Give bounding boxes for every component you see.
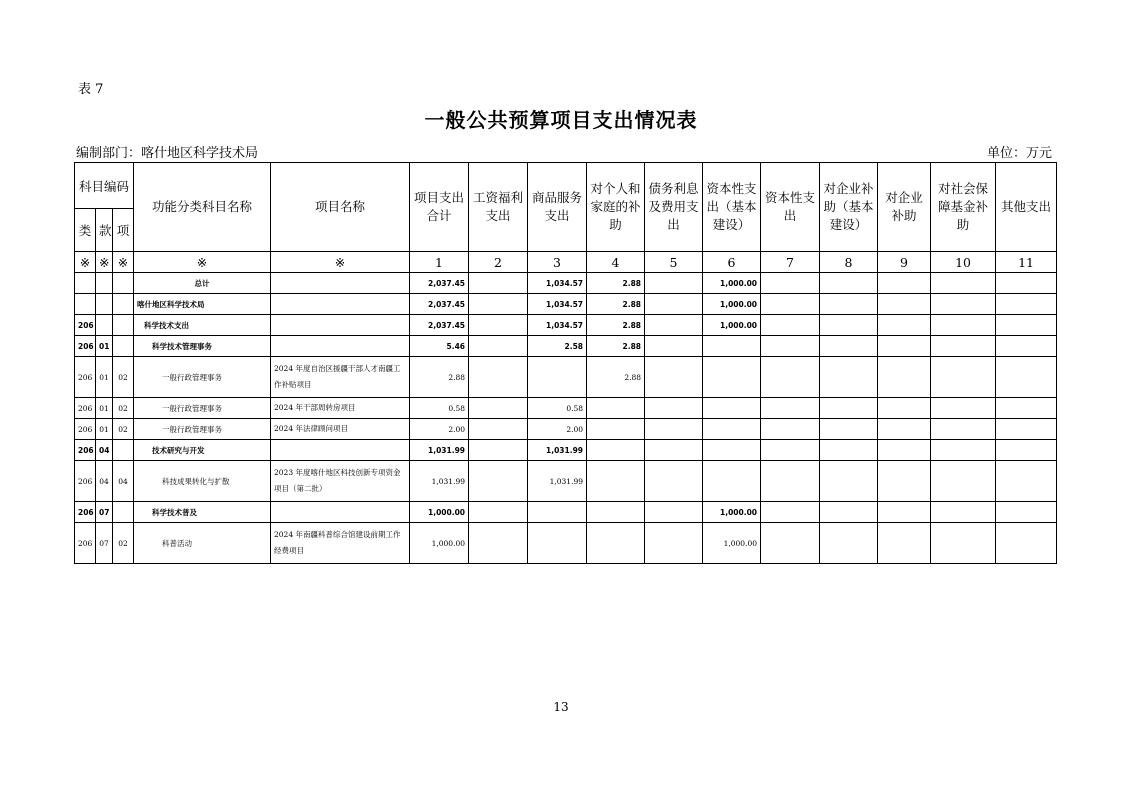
value-cell: 1,034.57 (528, 294, 587, 315)
value-cell (996, 294, 1057, 315)
value-cell (878, 315, 931, 336)
value-cell (931, 419, 996, 440)
code-lei: 206 (75, 357, 96, 398)
value-cell: 1,034.57 (528, 315, 587, 336)
code-xiang: 02 (113, 357, 134, 398)
value-cell (931, 523, 996, 564)
value-cell (931, 398, 996, 419)
project-name-cell (271, 440, 410, 461)
func-name-cell: 一般行政管理事务 (134, 357, 271, 398)
value-cell (931, 273, 996, 294)
code-kuan: 01 (96, 336, 113, 357)
code-cell: ※ (134, 252, 271, 273)
value-cell (878, 523, 931, 564)
header-col-1: 项目支出合计 (410, 163, 469, 252)
func-name-cell: 科学技术支出 (134, 315, 271, 336)
header-col-6: 资本性支出（基本建设） (703, 163, 761, 252)
code-kuan: 04 (96, 440, 113, 461)
code-kuan: 01 (96, 398, 113, 419)
value-cell: 2,037.45 (410, 273, 469, 294)
header-col-11: 其他支出 (996, 163, 1057, 252)
code-cell: 3 (528, 252, 587, 273)
value-cell: 1,031.99 (528, 461, 587, 502)
value-cell: 1,000.00 (703, 523, 761, 564)
table-row (75, 315, 1057, 336)
value-cell: 1,000.00 (703, 273, 761, 294)
project-name-cell: 2024 年南疆科普综合馆建设前期工作经费项目 (271, 523, 410, 564)
value-cell (761, 273, 820, 294)
code-cell: 4 (587, 252, 645, 273)
table-row (75, 419, 1057, 440)
value-cell (645, 336, 703, 357)
project-name-cell: 2023 年度喀什地区科技创新专项资金项目（第二批） (271, 461, 410, 502)
header-lei: 类 (75, 209, 96, 252)
value-cell: 2.88 (587, 357, 645, 398)
table-row (75, 357, 1057, 398)
code-lei: 206 (75, 523, 96, 564)
func-name-cell: 科技成果转化与扩散 (134, 461, 271, 502)
value-cell (996, 315, 1057, 336)
code-xiang: 02 (113, 523, 134, 564)
value-cell (645, 461, 703, 502)
value-cell (645, 523, 703, 564)
value-cell (703, 336, 761, 357)
header-func-name: 功能分类科目名称 (134, 163, 271, 252)
value-cell (469, 294, 528, 315)
value-cell: 1,000.00 (703, 294, 761, 315)
value-cell (469, 502, 528, 523)
value-cell: 0.58 (528, 398, 587, 419)
func-name-cell: 喀什地区科学技术局 (134, 294, 271, 315)
func-name-cell: 总计 (134, 273, 271, 294)
value-cell (761, 294, 820, 315)
value-cell (878, 294, 931, 315)
value-cell (878, 419, 931, 440)
value-cell (996, 523, 1057, 564)
table-row (75, 398, 1057, 419)
value-cell (645, 502, 703, 523)
value-cell (645, 315, 703, 336)
code-cell: ※ (75, 252, 96, 273)
value-cell (820, 419, 878, 440)
value-cell: 2.88 (587, 336, 645, 357)
code-lei: 206 (75, 419, 96, 440)
value-cell (703, 461, 761, 502)
value-cell (587, 440, 645, 461)
value-cell (820, 440, 878, 461)
value-cell (645, 294, 703, 315)
func-name-cell: 技术研究与开发 (134, 440, 271, 461)
value-cell (587, 502, 645, 523)
value-cell (703, 357, 761, 398)
value-cell (645, 440, 703, 461)
value-cell (820, 357, 878, 398)
value-cell: 2.88 (587, 273, 645, 294)
value-cell (761, 357, 820, 398)
value-cell (645, 398, 703, 419)
value-cell (761, 440, 820, 461)
value-cell (878, 357, 931, 398)
table-row (75, 440, 1057, 461)
code-xiang (113, 294, 134, 315)
value-cell (761, 315, 820, 336)
value-cell (761, 419, 820, 440)
budget-table (74, 162, 1057, 564)
code-cell: ※ (96, 252, 113, 273)
value-cell (528, 357, 587, 398)
value-cell: 2,037.45 (410, 315, 469, 336)
value-cell (469, 440, 528, 461)
code-lei: 206 (75, 398, 96, 419)
value-cell (878, 273, 931, 294)
code-lei: 206 (75, 502, 96, 523)
value-cell (931, 357, 996, 398)
value-cell (645, 273, 703, 294)
value-cell: 1,031.99 (410, 440, 469, 461)
code-kuan: 07 (96, 502, 113, 523)
value-cell: 2.88 (587, 315, 645, 336)
value-cell (645, 419, 703, 440)
value-cell (703, 440, 761, 461)
column-code-row (75, 252, 1057, 273)
value-cell (469, 357, 528, 398)
value-cell (469, 398, 528, 419)
value-cell (931, 461, 996, 502)
table-row (75, 336, 1057, 357)
code-kuan: 01 (96, 357, 113, 398)
value-cell (703, 398, 761, 419)
value-cell (878, 440, 931, 461)
value-cell (996, 398, 1057, 419)
value-cell (820, 315, 878, 336)
code-xiang (113, 336, 134, 357)
header-col-8: 对企业补助（基本建设） (820, 163, 878, 252)
value-cell: 1,000.00 (703, 315, 761, 336)
value-cell (820, 336, 878, 357)
value-cell (469, 419, 528, 440)
value-cell (528, 502, 587, 523)
value-cell (996, 440, 1057, 461)
code-cell: 5 (645, 252, 703, 273)
code-cell: 7 (761, 252, 820, 273)
value-cell: 2.58 (528, 336, 587, 357)
func-name-cell: 科学技术普及 (134, 502, 271, 523)
value-cell (587, 419, 645, 440)
func-name-cell: 一般行政管理事务 (134, 419, 271, 440)
page-number: 13 (553, 700, 569, 714)
value-cell (820, 461, 878, 502)
code-xiang (113, 273, 134, 294)
value-cell (820, 502, 878, 523)
value-cell (761, 398, 820, 419)
value-cell (703, 419, 761, 440)
table-body (75, 273, 1057, 564)
value-cell: 2.88 (410, 357, 469, 398)
value-cell (820, 523, 878, 564)
value-cell: 1,000.00 (410, 523, 469, 564)
code-kuan: 04 (96, 461, 113, 502)
code-xiang (113, 502, 134, 523)
value-cell (761, 336, 820, 357)
value-cell (820, 398, 878, 419)
value-cell (469, 315, 528, 336)
value-cell: 0.58 (410, 398, 469, 419)
code-kuan: 01 (96, 419, 113, 440)
value-cell (931, 315, 996, 336)
code-lei: 206 (75, 461, 96, 502)
value-cell (469, 273, 528, 294)
header-col-7: 资本性支出 (761, 163, 820, 252)
header-xiang: 项 (113, 209, 134, 252)
value-cell (469, 523, 528, 564)
value-cell: 1,034.57 (528, 273, 587, 294)
table-row (75, 523, 1057, 564)
header-col-4: 对个人和家庭的补助 (587, 163, 645, 252)
value-cell (587, 461, 645, 502)
project-name-cell (271, 273, 410, 294)
code-xiang (113, 315, 134, 336)
code-lei: 206 (75, 336, 96, 357)
code-cell: 11 (996, 252, 1057, 273)
value-cell (469, 461, 528, 502)
code-cell: 2 (469, 252, 528, 273)
value-cell (878, 502, 931, 523)
value-cell (761, 461, 820, 502)
value-cell (761, 502, 820, 523)
value-cell: 2.00 (410, 419, 469, 440)
project-name-cell (271, 294, 410, 315)
code-kuan (96, 273, 113, 294)
value-cell (878, 398, 931, 419)
code-kuan: 07 (96, 523, 113, 564)
value-cell (587, 398, 645, 419)
code-kuan (96, 315, 113, 336)
table-number-label: 表 7 (78, 82, 104, 97)
project-name-cell (271, 336, 410, 357)
header-col-10: 对社会保障基金补助 (931, 163, 996, 252)
func-name-cell: 科学技术管理事务 (134, 336, 271, 357)
value-cell (528, 523, 587, 564)
code-cell: 1 (410, 252, 469, 273)
code-lei (75, 294, 96, 315)
value-cell (996, 357, 1057, 398)
code-lei: 206 (75, 315, 96, 336)
value-cell: 2.00 (528, 419, 587, 440)
value-cell: 1,031.99 (528, 440, 587, 461)
table-header (75, 163, 1057, 273)
func-name-cell: 一般行政管理事务 (134, 398, 271, 419)
value-cell (645, 357, 703, 398)
code-xiang: 02 (113, 419, 134, 440)
value-cell (878, 336, 931, 357)
project-name-cell (271, 315, 410, 336)
header-subject-code: 科目编码 (75, 163, 134, 209)
code-lei: 206 (75, 440, 96, 461)
value-cell (469, 336, 528, 357)
value-cell (996, 336, 1057, 357)
value-cell (931, 502, 996, 523)
value-cell (931, 440, 996, 461)
code-cell: ※ (271, 252, 410, 273)
value-cell (931, 294, 996, 315)
value-cell: 5.46 (410, 336, 469, 357)
unit-label: 单位：万元 (986, 146, 1052, 161)
table-row (75, 273, 1057, 294)
department-label: 编制部门：喀什地区科学技术局 (76, 146, 259, 161)
header-col-2: 工资福利支出 (469, 163, 528, 252)
code-cell: ※ (113, 252, 134, 273)
value-cell (587, 523, 645, 564)
value-cell: 1,031.99 (410, 461, 469, 502)
value-cell (931, 336, 996, 357)
value-cell (996, 273, 1057, 294)
project-name-cell: 2024 年度自治区援疆干部人才南疆工作补贴项目 (271, 357, 410, 398)
value-cell: 2.88 (587, 294, 645, 315)
code-lei (75, 273, 96, 294)
code-xiang (113, 440, 134, 461)
project-name-cell: 2024 年法律顾问项目 (271, 419, 410, 440)
code-kuan (96, 294, 113, 315)
value-cell (996, 461, 1057, 502)
header-col-3: 商品服务支出 (528, 163, 587, 252)
header-kuan: 款 (96, 209, 113, 252)
project-name-cell: 2024 年干部周转房项目 (271, 398, 410, 419)
func-name-cell: 科普活动 (134, 523, 271, 564)
value-cell: 2,037.45 (410, 294, 469, 315)
value-cell (820, 294, 878, 315)
value-cell: 1,000.00 (703, 502, 761, 523)
code-xiang: 04 (113, 461, 134, 502)
value-cell (820, 273, 878, 294)
value-cell (996, 502, 1057, 523)
code-cell: 9 (878, 252, 931, 273)
page-title: 一般公共预算项目支出情况表 (424, 108, 698, 132)
value-cell (761, 523, 820, 564)
code-cell: 10 (931, 252, 996, 273)
value-cell: 1,000.00 (410, 502, 469, 523)
code-xiang: 02 (113, 398, 134, 419)
code-cell: 8 (820, 252, 878, 273)
table-row (75, 502, 1057, 523)
header-col-5: 债务利息及费用支出 (645, 163, 703, 252)
table-row (75, 461, 1057, 502)
value-cell (878, 461, 931, 502)
table-row (75, 294, 1057, 315)
code-cell: 6 (703, 252, 761, 273)
header-col-9: 对企业补助 (878, 163, 931, 252)
value-cell (996, 419, 1057, 440)
project-name-cell (271, 502, 410, 523)
header-project-name: 项目名称 (271, 163, 410, 252)
